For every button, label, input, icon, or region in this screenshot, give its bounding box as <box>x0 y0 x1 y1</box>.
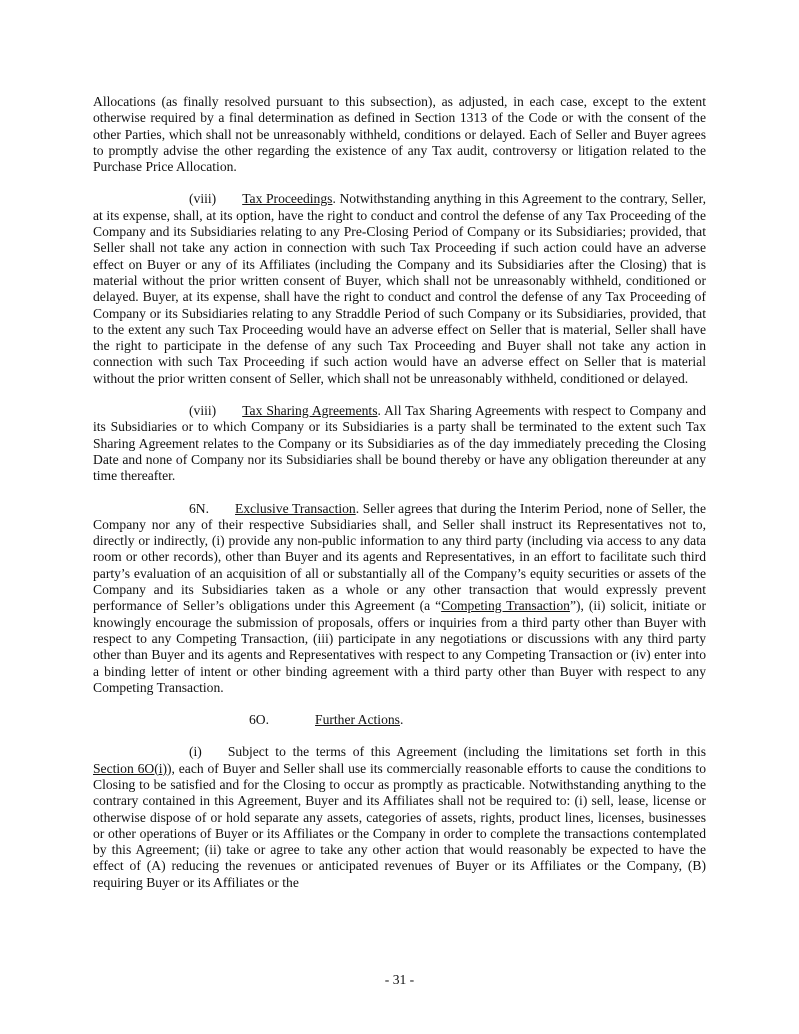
paragraph-text: ), each of Buyer and Seller shall use its commercially reasonable efforts to cause the conditions to Closing to be satisfied and for the Closing to occur as promptly as practicable. Notwithstanding anything to the contrary contained in this Agreement, Buyer and its Affiliates shall not be required to: (i) sell, lease, license or otherwise dispose of or hold separate any assets, categories of assets, rights, product lines, licenses, businesses or other operations of Buyer or its Affiliates or the Company in order to complete the transactions contemplated by this Agreement; (ii) take or agree to take any other action that would reasonably be expected to have the effect of (A) reducing the revenues or anticipated revenues of Buyer or its Affiliates or the Company, (B) requiring Buyer or its Affiliates or the <box>93 760 706 890</box>
section-title: Further Actions <box>315 712 400 728</box>
heading-further-actions <box>93 712 706 728</box>
section-title: Exclusive Transaction <box>235 500 356 516</box>
paragraph-text: ”), (ii) solicit, initiate or knowingly encourage the submission of proposals, offers or inquiries from a third party other than Buyer with respect to any Competing Transaction, (iii) participate in any negotiations or discussions with any third party other than Buyer and its agents and Representatives with respect to any Competing Transaction or (iv) enter into a binding letter of intent or other binding agreement with a third party other than Buyer with respect to any Competing Transaction. <box>93 598 706 695</box>
section-reference: Section 6O(i) <box>93 760 168 776</box>
paragraph-further-actions-i <box>93 744 706 891</box>
document-page <box>93 94 706 907</box>
section-number: 6N. <box>189 500 210 516</box>
section-title: Tax Proceedings <box>242 191 333 207</box>
paragraph-text: Subject to the terms of this Agreement (including the limitations set forth in this <box>227 744 706 760</box>
section-title: Tax Sharing Agreements <box>242 403 378 419</box>
paragraph-text: . Notwithstanding anything in this Agreement to the contrary, Seller, at its expense, shall, at its option, have the right to conduct and control the defense of any Tax Proceeding of the Company and its Subsidiaries relating to any Pre-Closing Period of Company or its Subsidiaries; provided, that Seller shall not take any action in connection with such Tax Proceeding if such action could have an adverse effect on Buyer or any of its Affiliates (including the Company and its Subsidiaries after the Closing) that is material without the prior written consent of Buyer, which shall not be unreasonably withheld, conditioned or delayed. Buyer, at its expense, shall have the right to conduct and control the defense of any Tax Proceeding of Company or its Subsidiaries relating to any Straddle Period of such Company or its Subsidiaries, provided, that to the extent any such Tax Proceeding would have an adverse effect on Seller that is material, Seller shall have the right to participate in the defense of any such Tax Proceeding and Buyer shall not take any action in connection with such Tax Proceeding if such action would have an adverse effect on Seller that is material without the prior written consent of Seller, which shall not be unreasonably withheld, conditioned or delayed. <box>93 191 706 386</box>
paragraph-text: Allocations (as finally resolved pursuant to this subsection), as adjusted, in each case, except to the extent otherwise required by a final determination as defined in Section 1313 of the Code or with the consent of the other Parties, which shall not be unreasonably withheld, conditions or delayed. Each of Seller and Buyer agrees to promptly advise the other regarding the existence of any Tax audit, controversy or litigation related to the Purchase Price Allocation. <box>93 94 706 175</box>
paragraph-exclusive-transaction <box>93 501 706 697</box>
defined-term: Competing Transaction <box>441 598 570 614</box>
paragraph-tax-sharing <box>93 403 706 484</box>
page-number: - 31 - <box>384 972 415 987</box>
paragraph-text: . Seller agrees that during the Interim Period, none of Seller, the Company nor any of their respective Subsidiaries shall, and Seller shall instruct its Representatives not to, directly or indirectly, (i) provide any non-public information to any third party (including via access to any data room or other records), other than Buyer and its agents and Representatives, in an effort to facilitate such third party’s evaluation of an acquisition of all or substantially all of the Company’s equity securities or assets of the Company and its Subsidiaries taken as a whole or any other transaction that would expressly prevent performance of Seller’s obligations under this Agreement (a “ <box>93 500 706 614</box>
section-number: (viii) <box>189 191 217 207</box>
paragraph-tax-proceedings <box>93 191 706 387</box>
paragraph-allocations <box>93 94 706 175</box>
paragraph-text: . All Tax Sharing Agreements with respect to Company and its Subsidiaries or to which Company or its Subsidiaries is a party shall be terminated to the extent such Tax Sharing Agreement relates to the Company or its Subsidiaries as of the day immediately preceding the Closing Date and none of Company nor its Subsidiaries shall be bound thereby or have any obligation thereunder at any time thereafter. <box>93 403 706 484</box>
section-number: (i) <box>189 744 202 760</box>
heading-punct: . <box>399 712 404 728</box>
section-number: 6O. <box>249 712 270 728</box>
section-number: (viii) <box>189 403 217 419</box>
